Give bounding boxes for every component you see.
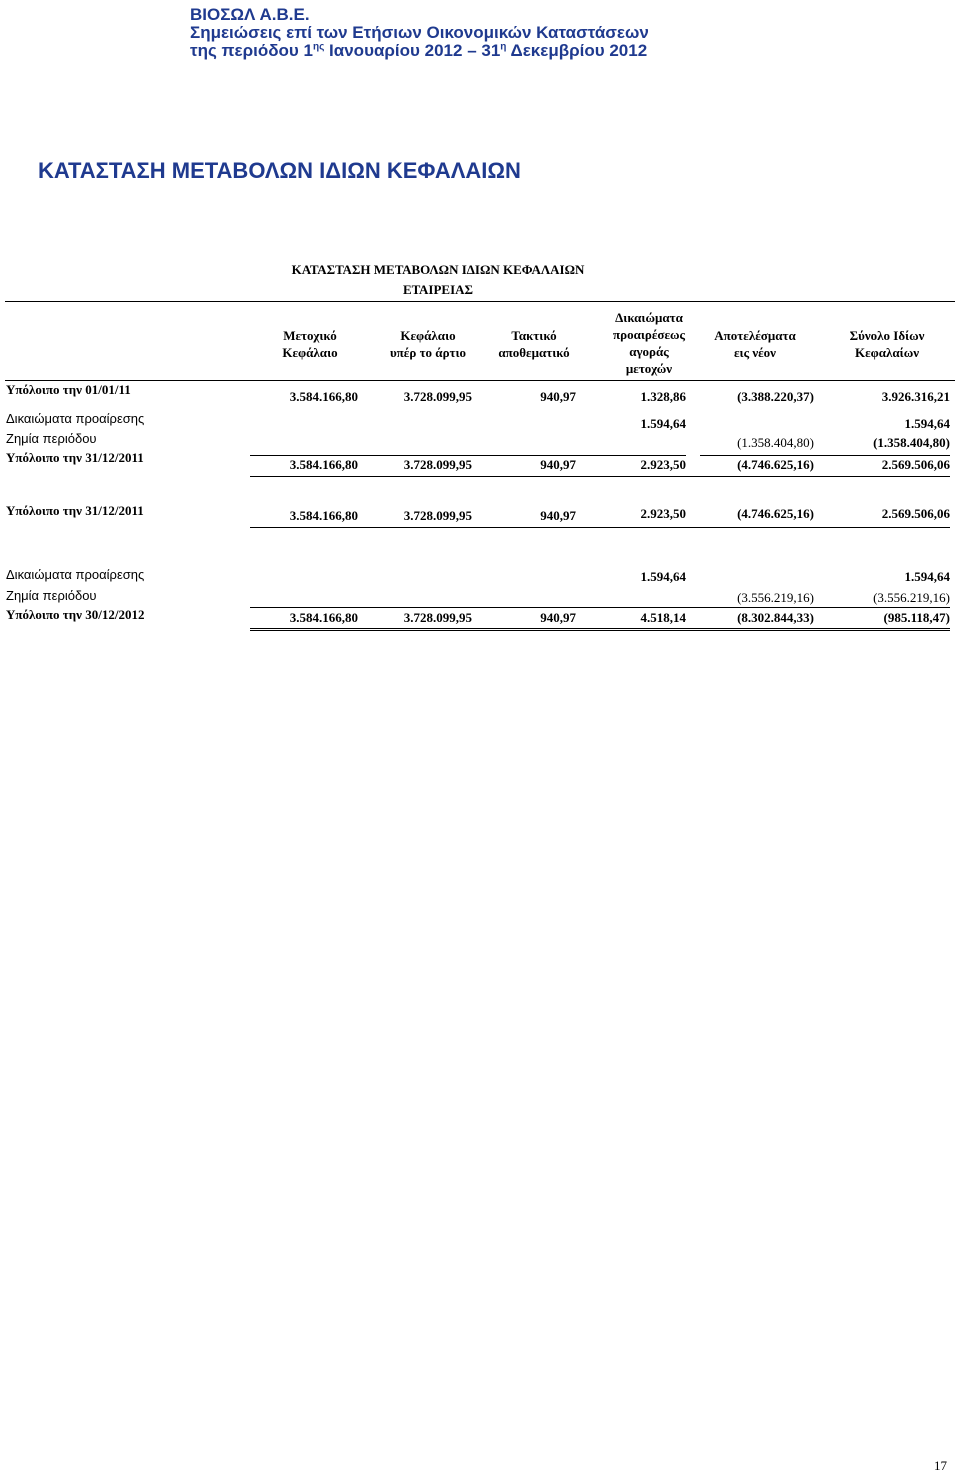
cell-legal-reserve: 940,97 (540, 457, 576, 472)
total-rule (250, 628, 950, 629)
cell-legal-reserve: 940,97 (540, 389, 576, 404)
total-rule (250, 476, 950, 477)
opening-balance-rule (250, 527, 950, 528)
cell-total-equity: 1.594,64 (904, 569, 950, 584)
row-label: Ζημία περιόδου (6, 431, 97, 446)
cell-retained-earnings: (4.746.625,16) (737, 506, 814, 521)
period-prefix: της περιόδου 1 (190, 41, 314, 60)
cell-stock-options: 2.923,50 (640, 457, 686, 472)
cell-retained-earnings: (1.358.404,80) (737, 435, 814, 450)
row-label: Υπόλοιπο την 31/12/2011 (6, 450, 144, 465)
header-bottom-rule (5, 380, 955, 381)
cell-retained-earnings: (8.302.844,33) (737, 610, 814, 625)
main-title: ΚΑΤΑΣΤΑΣΗ ΜΕΤΑΒΟΛΩΝ ΙΔΙΩΝ ΚΕΦΑΛΑΙΩΝ (38, 158, 521, 183)
cell-share-premium: 3.728.099,95 (403, 610, 472, 625)
cell-share-premium: 3.728.099,95 (403, 457, 472, 472)
cell-total-equity: 2.569.506,06 (881, 506, 950, 521)
row-label: Υπόλοιπο την 01/01/11 (6, 382, 131, 397)
cell-total-equity: 1.594,64 (904, 416, 950, 431)
table-subtitle: ΕΤΑΙΡΕΙΑΣ (402, 282, 474, 297)
cell-total-equity: 3.926.316,21 (881, 389, 950, 404)
row-label: Υπόλοιπο την 31/12/2011 (6, 503, 144, 518)
column-header-total-equity: Σύνολο Ιδίων Κεφαλαίων (849, 328, 925, 360)
cell-retained-earnings: (3.388.220,37) (737, 389, 814, 404)
cell-share-capital: 3.584.166,80 (289, 508, 358, 523)
cell-share-capital: 3.584.166,80 (289, 389, 358, 404)
page-number: 17 (934, 1458, 947, 1473)
cell-total-equity: (3.556.219,16) (873, 590, 950, 605)
subtotal-rule (700, 455, 950, 456)
period-middle: Ιανουαρίου 2012 – 31 (324, 41, 501, 60)
cell-share-capital: 3.584.166,80 (289, 457, 358, 472)
cell-retained-earnings: (4.746.625,16) (737, 457, 814, 472)
subtotal-rule (250, 455, 686, 456)
cell-total-equity: 2.569.506,06 (881, 457, 950, 472)
column-header-stock-options: Δικαιώματα προαιρέσεως αγοράς μετοχών (613, 310, 685, 376)
cell-retained-earnings: (3.556.219,16) (737, 590, 814, 605)
row-label: Ζημία περιόδου (6, 588, 97, 603)
period-sup-2: η (500, 41, 507, 53)
column-header-share-capital: Μετοχικό Κεφάλαιο (282, 328, 338, 360)
column-header-share-premium: Κεφάλαιο υπέρ το άρτιο (389, 328, 467, 360)
cell-stock-options: 4.518,14 (640, 610, 686, 625)
cell-stock-options: 1.594,64 (640, 569, 686, 584)
cell-stock-options: 2.923,50 (640, 506, 686, 521)
column-header-retained-earnings: Αποτελέσματα εις νέον (714, 328, 796, 360)
company-name: ΒΙΟΣΩΛ Α.Β.Ε. (190, 5, 310, 24)
cell-stock-options: 1.594,64 (640, 416, 686, 431)
cell-total-equity: (1.358.404,80) (873, 435, 950, 450)
notes-subtitle: Σημειώσεις επί των Ετήσιων Οικονομικών Καταστάσεων (190, 23, 649, 42)
period-line (190, 42, 649, 60)
table-top-rule (5, 301, 955, 302)
row-label: Υπόλοιπο την 30/12/2012 (6, 607, 145, 622)
row-label: Δικαιώματα προαίρεσης (6, 411, 145, 426)
table-title: ΚΑΤΑΣΤΑΣΗ ΜΕΤΑΒΟΛΩΝ ΙΔΙΩΝ ΚΕΦΑΛΑΙΩΝ (291, 262, 585, 277)
column-header-legal-reserve: Τακτικό αποθεματικό (498, 328, 570, 360)
subtotal-rule (250, 607, 950, 608)
cell-share-capital: 3.584.166,80 (289, 610, 358, 625)
cell-legal-reserve: 940,97 (540, 508, 576, 523)
cell-stock-options: 1.328,86 (640, 389, 686, 404)
cell-legal-reserve: 940,97 (540, 610, 576, 625)
period-suffix: Δεκεμβρίου 2012 (506, 41, 648, 60)
cell-share-premium: 3.728.099,95 (403, 389, 472, 404)
document-header (190, 6, 649, 60)
cell-share-premium: 3.728.099,95 (403, 508, 472, 523)
period-sup-1: ης (313, 41, 325, 53)
cell-total-equity: (985.118,47) (883, 610, 950, 625)
row-label: Δικαιώματα προαίρεσης (6, 567, 145, 582)
total-rule (250, 630, 950, 631)
